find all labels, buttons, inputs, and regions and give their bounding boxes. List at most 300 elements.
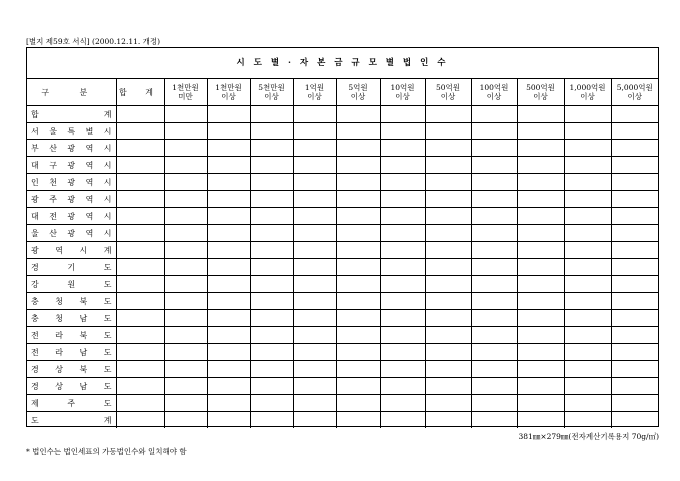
data-cell[interactable] <box>116 191 164 208</box>
data-cell[interactable] <box>250 259 293 276</box>
data-cell[interactable] <box>425 412 471 429</box>
data-cell[interactable] <box>116 242 164 259</box>
table-row <box>27 361 658 378</box>
data-cell[interactable] <box>380 208 425 225</box>
data-cell[interactable] <box>611 242 658 259</box>
data-cell[interactable] <box>164 123 207 140</box>
data-cell[interactable] <box>380 157 425 174</box>
data-cell[interactable] <box>471 174 517 191</box>
data-cell[interactable] <box>564 191 611 208</box>
data-cell[interactable] <box>517 123 564 140</box>
row-label-char: 광 <box>67 177 76 187</box>
data-cell[interactable] <box>611 412 658 429</box>
data-cell[interactable] <box>164 225 207 242</box>
data-cell[interactable] <box>207 276 250 293</box>
row-label-char: 라 <box>55 347 63 357</box>
data-cell[interactable] <box>164 344 207 361</box>
row-label <box>27 395 116 412</box>
data-cell[interactable] <box>250 123 293 140</box>
data-cell[interactable] <box>336 174 380 191</box>
data-cell[interactable] <box>564 344 611 361</box>
data-cell[interactable] <box>293 293 336 310</box>
data-cell[interactable] <box>336 412 380 429</box>
data-cell[interactable] <box>164 293 207 310</box>
data-cell[interactable] <box>380 327 425 344</box>
data-cell[interactable] <box>564 157 611 174</box>
data-cell[interactable] <box>564 123 611 140</box>
data-cell[interactable] <box>564 242 611 259</box>
data-cell[interactable] <box>611 327 658 344</box>
data-cell[interactable] <box>164 191 207 208</box>
data-cell[interactable] <box>207 140 250 157</box>
data-cell[interactable] <box>517 106 564 123</box>
data-cell[interactable] <box>293 174 336 191</box>
data-cell[interactable] <box>293 344 336 361</box>
row-label <box>27 361 116 378</box>
data-cell[interactable] <box>293 276 336 293</box>
data-cell[interactable] <box>564 412 611 429</box>
table-row <box>27 412 658 429</box>
data-cell[interactable] <box>207 208 250 225</box>
table-row <box>27 242 658 259</box>
data-cell[interactable] <box>380 140 425 157</box>
data-cell[interactable] <box>293 327 336 344</box>
data-cell[interactable] <box>564 361 611 378</box>
row-label-char: 산 <box>49 143 57 153</box>
data-cell[interactable] <box>425 310 471 327</box>
data-cell[interactable] <box>293 242 336 259</box>
data-cell[interactable] <box>517 174 564 191</box>
data-cell[interactable] <box>471 412 517 429</box>
row-label-char: 도 <box>103 364 112 374</box>
data-cell[interactable] <box>380 123 425 140</box>
data-cell[interactable] <box>207 327 250 344</box>
data-cell[interactable] <box>293 378 336 395</box>
data-cell[interactable] <box>564 208 611 225</box>
data-cell[interactable] <box>336 106 380 123</box>
data-cell[interactable] <box>116 310 164 327</box>
row-label <box>27 157 116 174</box>
data-cell[interactable] <box>564 225 611 242</box>
data-cell[interactable] <box>336 310 380 327</box>
data-cell[interactable] <box>425 276 471 293</box>
data-cell[interactable] <box>164 361 207 378</box>
data-cell[interactable] <box>336 140 380 157</box>
row-label <box>27 242 116 259</box>
data-cell[interactable] <box>425 293 471 310</box>
statistics-form <box>26 47 659 427</box>
row-label-char: 인 <box>31 177 39 187</box>
data-cell[interactable] <box>471 310 517 327</box>
bracket-header-line: 10억원 <box>390 83 415 92</box>
data-cell[interactable] <box>380 412 425 429</box>
data-cell[interactable] <box>164 378 207 395</box>
data-cell[interactable] <box>164 395 207 412</box>
data-cell[interactable] <box>250 361 293 378</box>
data-cell[interactable] <box>471 157 517 174</box>
data-cell[interactable] <box>250 293 293 310</box>
data-cell[interactable] <box>336 344 380 361</box>
data-cell[interactable] <box>471 276 517 293</box>
data-cell[interactable] <box>517 310 564 327</box>
data-cell[interactable] <box>611 378 658 395</box>
row-label-char: 청 <box>55 313 63 323</box>
data-cell[interactable] <box>425 259 471 276</box>
data-cell[interactable] <box>471 208 517 225</box>
data-cell[interactable] <box>207 344 250 361</box>
data-cell[interactable] <box>207 293 250 310</box>
data-cell[interactable] <box>517 378 564 395</box>
data-cell[interactable] <box>471 293 517 310</box>
data-cell[interactable] <box>116 259 164 276</box>
data-cell[interactable] <box>250 174 293 191</box>
data-cell[interactable] <box>250 276 293 293</box>
data-cell[interactable] <box>336 276 380 293</box>
row-label-char: 대 <box>31 211 39 221</box>
bracket-header <box>336 79 380 106</box>
bracket-header <box>564 79 611 106</box>
row-label-char: 시 <box>103 143 112 153</box>
data-cell[interactable] <box>116 140 164 157</box>
data-cell[interactable] <box>336 378 380 395</box>
data-cell[interactable] <box>207 225 250 242</box>
data-cell[interactable] <box>517 208 564 225</box>
data-cell[interactable] <box>611 361 658 378</box>
data-cell[interactable] <box>250 344 293 361</box>
data-cell[interactable] <box>564 310 611 327</box>
data-cell[interactable] <box>611 174 658 191</box>
data-cell[interactable] <box>611 395 658 412</box>
data-cell[interactable] <box>380 225 425 242</box>
data-cell[interactable] <box>380 395 425 412</box>
bracket-header-line: 5,000억원 <box>616 83 653 92</box>
data-cell[interactable] <box>517 140 564 157</box>
data-cell[interactable] <box>207 378 250 395</box>
data-cell[interactable] <box>164 157 207 174</box>
row-label-char: 계 <box>103 245 112 255</box>
data-cell[interactable] <box>207 174 250 191</box>
data-cell[interactable] <box>611 208 658 225</box>
data-cell[interactable] <box>250 191 293 208</box>
data-cell[interactable] <box>471 361 517 378</box>
data-cell[interactable] <box>517 344 564 361</box>
data-cell[interactable] <box>116 293 164 310</box>
data-cell[interactable] <box>564 106 611 123</box>
data-cell[interactable] <box>517 259 564 276</box>
data-cell[interactable] <box>250 242 293 259</box>
data-cell[interactable] <box>380 361 425 378</box>
data-cell[interactable] <box>425 106 471 123</box>
data-cell[interactable] <box>517 157 564 174</box>
row-label <box>27 344 116 361</box>
data-cell[interactable] <box>293 191 336 208</box>
data-cell[interactable] <box>425 140 471 157</box>
data-cell[interactable] <box>250 412 293 429</box>
data-cell[interactable] <box>471 191 517 208</box>
data-cell[interactable] <box>425 174 471 191</box>
row-label-char: 역 <box>85 194 94 204</box>
data-cell[interactable] <box>164 242 207 259</box>
data-cell[interactable] <box>293 106 336 123</box>
data-cell[interactable] <box>380 242 425 259</box>
row-label-char: 경 <box>31 381 39 391</box>
data-cell[interactable] <box>116 106 164 123</box>
bracket-header-line: 1천만원 <box>172 83 199 92</box>
data-cell[interactable] <box>164 276 207 293</box>
data-cell[interactable] <box>207 106 250 123</box>
data-cell[interactable] <box>116 412 164 429</box>
data-cell[interactable] <box>293 225 336 242</box>
data-cell[interactable] <box>207 242 250 259</box>
data-cell[interactable] <box>116 276 164 293</box>
data-cell[interactable] <box>336 361 380 378</box>
data-cell[interactable] <box>425 378 471 395</box>
row-label-char: 시 <box>103 211 112 221</box>
bracket-header-line: 100억원 <box>479 83 509 92</box>
data-cell[interactable] <box>207 361 250 378</box>
data-cell[interactable] <box>471 225 517 242</box>
data-cell[interactable] <box>336 208 380 225</box>
data-cell[interactable] <box>380 378 425 395</box>
data-cell[interactable] <box>207 191 250 208</box>
row-label-char: 계 <box>103 415 112 425</box>
row-label-char: 도 <box>103 398 112 408</box>
data-cell[interactable] <box>564 293 611 310</box>
bracket-header-line: 1,000억원 <box>569 83 606 92</box>
row-label-char: 충 <box>31 296 39 306</box>
data-cell[interactable] <box>425 395 471 412</box>
row-label <box>27 123 116 140</box>
data-cell[interactable] <box>471 378 517 395</box>
data-cell[interactable] <box>164 106 207 123</box>
data-cell[interactable] <box>293 395 336 412</box>
data-cell[interactable] <box>336 395 380 412</box>
data-cell[interactable] <box>471 106 517 123</box>
data-cell[interactable] <box>164 310 207 327</box>
data-cell[interactable] <box>207 310 250 327</box>
row-label-char: 도 <box>103 262 112 272</box>
row-label-char: 특 <box>67 126 76 136</box>
data-cell[interactable] <box>116 157 164 174</box>
data-cell[interactable] <box>116 174 164 191</box>
statistics-table <box>27 78 658 428</box>
data-cell[interactable] <box>380 310 425 327</box>
data-cell[interactable] <box>293 123 336 140</box>
data-cell[interactable] <box>425 208 471 225</box>
data-cell[interactable] <box>116 123 164 140</box>
data-cell[interactable] <box>293 361 336 378</box>
data-cell[interactable] <box>116 378 164 395</box>
data-cell[interactable] <box>336 327 380 344</box>
data-cell[interactable] <box>517 276 564 293</box>
row-label <box>27 208 116 225</box>
data-cell[interactable] <box>250 157 293 174</box>
data-cell[interactable] <box>611 191 658 208</box>
data-cell[interactable] <box>207 123 250 140</box>
bracket-header <box>250 79 293 106</box>
row-label-char: 대 <box>31 160 39 170</box>
data-cell[interactable] <box>207 412 250 429</box>
data-cell[interactable] <box>517 225 564 242</box>
data-cell[interactable] <box>425 123 471 140</box>
data-cell[interactable] <box>611 140 658 157</box>
data-cell[interactable] <box>380 191 425 208</box>
data-cell[interactable] <box>425 327 471 344</box>
data-cell[interactable] <box>164 140 207 157</box>
data-cell[interactable] <box>116 361 164 378</box>
bracket-header-line: 이상 <box>307 92 322 101</box>
data-cell[interactable] <box>564 140 611 157</box>
data-cell[interactable] <box>611 123 658 140</box>
data-cell[interactable] <box>425 361 471 378</box>
data-cell[interactable] <box>611 259 658 276</box>
table-row <box>27 191 658 208</box>
data-cell[interactable] <box>250 378 293 395</box>
form-title: 시 도 별 · 자 본 금 규 모 별 법 인 수 <box>236 58 449 68</box>
row-label-char: 주 <box>49 194 57 204</box>
row-label-char: 계 <box>103 109 112 119</box>
data-cell[interactable] <box>293 208 336 225</box>
data-cell[interactable] <box>425 242 471 259</box>
row-label-char: 역 <box>85 160 94 170</box>
data-cell[interactable] <box>293 412 336 429</box>
data-cell[interactable] <box>517 395 564 412</box>
data-cell[interactable] <box>564 276 611 293</box>
row-label <box>27 259 116 276</box>
bracket-header-line: 이상 <box>533 92 548 101</box>
data-cell[interactable] <box>564 378 611 395</box>
data-cell[interactable] <box>471 344 517 361</box>
data-cell[interactable] <box>336 123 380 140</box>
row-label-char: 시 <box>103 160 112 170</box>
data-cell[interactable] <box>471 140 517 157</box>
data-cell[interactable] <box>471 327 517 344</box>
data-cell[interactable] <box>164 174 207 191</box>
bracket-header-line: 이상 <box>395 92 410 101</box>
data-cell[interactable] <box>564 327 611 344</box>
data-cell[interactable] <box>250 140 293 157</box>
data-cell[interactable] <box>425 344 471 361</box>
row-label-char: 역 <box>85 177 94 187</box>
data-cell[interactable] <box>250 106 293 123</box>
row-label-char: 경 <box>31 262 39 272</box>
row-label-char: 도 <box>103 313 112 323</box>
data-cell[interactable] <box>517 327 564 344</box>
category-header: 구 분 <box>27 79 116 106</box>
data-cell[interactable] <box>611 310 658 327</box>
data-cell[interactable] <box>336 225 380 242</box>
data-cell[interactable] <box>380 259 425 276</box>
data-cell[interactable] <box>164 208 207 225</box>
data-cell[interactable] <box>471 259 517 276</box>
row-label <box>27 225 116 242</box>
row-label-char: 별 <box>85 126 94 136</box>
data-cell[interactable] <box>116 344 164 361</box>
data-cell[interactable] <box>116 208 164 225</box>
data-cell[interactable] <box>164 412 207 429</box>
data-cell[interactable] <box>116 395 164 412</box>
data-cell[interactable] <box>250 395 293 412</box>
bracket-header <box>517 79 564 106</box>
row-label-char: 북 <box>79 364 88 374</box>
row-label <box>27 310 116 327</box>
data-cell[interactable] <box>250 327 293 344</box>
row-label <box>27 412 116 429</box>
data-cell[interactable] <box>164 327 207 344</box>
data-cell[interactable] <box>517 361 564 378</box>
data-cell[interactable] <box>336 191 380 208</box>
data-cell[interactable] <box>380 276 425 293</box>
data-cell[interactable] <box>517 293 564 310</box>
data-cell[interactable] <box>207 395 250 412</box>
data-cell[interactable] <box>611 344 658 361</box>
data-cell[interactable] <box>293 259 336 276</box>
data-cell[interactable] <box>611 106 658 123</box>
table-row <box>27 157 658 174</box>
row-label <box>27 174 116 191</box>
row-label-char: 시 <box>103 228 112 238</box>
data-cell[interactable] <box>380 174 425 191</box>
data-cell[interactable] <box>471 123 517 140</box>
data-cell[interactable] <box>611 157 658 174</box>
data-cell[interactable] <box>380 344 425 361</box>
data-cell[interactable] <box>164 259 207 276</box>
data-cell[interactable] <box>250 208 293 225</box>
data-cell[interactable] <box>336 259 380 276</box>
data-cell[interactable] <box>207 157 250 174</box>
data-cell[interactable] <box>293 157 336 174</box>
table-row <box>27 310 658 327</box>
data-cell[interactable] <box>250 310 293 327</box>
data-cell[interactable] <box>564 395 611 412</box>
bracket-header <box>164 79 207 106</box>
data-cell[interactable] <box>380 106 425 123</box>
data-cell[interactable] <box>116 225 164 242</box>
data-cell[interactable] <box>425 225 471 242</box>
bracket-header-line: 500억원 <box>526 83 555 92</box>
row-label-char: 도 <box>103 279 112 289</box>
data-cell[interactable] <box>471 395 517 412</box>
data-cell[interactable] <box>517 412 564 429</box>
data-cell[interactable] <box>380 293 425 310</box>
data-cell[interactable] <box>207 259 250 276</box>
data-cell[interactable] <box>611 225 658 242</box>
row-label <box>27 378 116 395</box>
row-label-char: 시 <box>79 245 88 255</box>
data-cell[interactable] <box>611 276 658 293</box>
data-cell[interactable] <box>293 140 336 157</box>
table-row <box>27 395 658 412</box>
data-cell[interactable] <box>336 242 380 259</box>
row-label-char: 전 <box>31 330 39 340</box>
data-cell[interactable] <box>564 259 611 276</box>
data-cell[interactable] <box>517 191 564 208</box>
row-label-char: 광 <box>31 194 39 204</box>
data-cell[interactable] <box>250 225 293 242</box>
data-cell[interactable] <box>336 157 380 174</box>
bracket-header-line: 5억원 <box>348 83 368 92</box>
data-cell[interactable] <box>293 310 336 327</box>
data-cell[interactable] <box>116 327 164 344</box>
data-cell[interactable] <box>564 174 611 191</box>
data-cell[interactable] <box>336 293 380 310</box>
data-cell[interactable] <box>425 157 471 174</box>
data-cell[interactable] <box>517 242 564 259</box>
data-cell[interactable] <box>611 293 658 310</box>
data-cell[interactable] <box>425 191 471 208</box>
data-cell[interactable] <box>471 242 517 259</box>
row-label-char: 시 <box>103 126 112 136</box>
